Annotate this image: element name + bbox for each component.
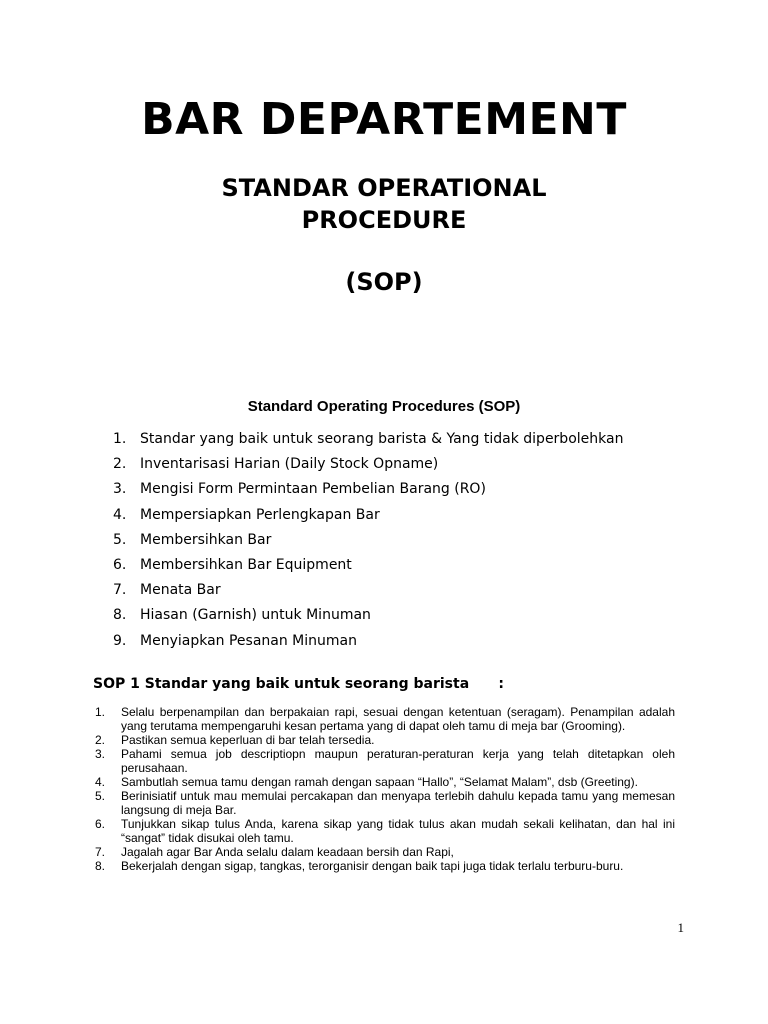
sop1-item [95,845,675,859]
sop1-item-text: Pastikan semua keperluan di bar telah tersedia. [121,733,375,747]
document-subtitle [0,172,768,236]
sop1-item-text: Sambutlah semua tamu dengan ramah dengan sapaan “Hallo”, “Selamat Malam”, dsb (Greeting). [121,775,638,789]
sop1-item-text: Bekerjalah dengan sigap, tangkas, terorganisir dengan baik tapi juga tidak terlalu terburu-buru. [121,859,624,873]
sop1-item-number: 4. [95,775,106,789]
sop1-item [95,789,675,817]
toc-list [113,428,673,655]
sop-abbreviation: (SOP) [345,268,423,296]
toc-item [113,478,673,503]
toc-item-text: Hiasan (Garnish) untuk Minuman [140,607,371,624]
sop1-heading: SOP 1 Standar yang baik untuk seorang barista : [93,676,504,692]
sop1-item-text: Pahami semua job descriptiopn maupun peraturan-peraturan kerja yang telah ditetapkan oleh perusahaan. [121,747,675,775]
toc-item-text: Mengisi Form Permintaan Pembelian Barang (RO) [140,481,486,498]
subtitle-line-1: STANDAR OPERATIONAL [221,174,547,202]
toc-heading: Standard Operating Procedures (SOP) [247,398,521,415]
sop1-item-text: Selalu berpenampilan dan berpakaian rapi, sesuai dengan ketentuan (seragam). Penampilan adalah yang terutama mempengaruhi kesan pertama yang di dapat oleh tamu di meja bar (Grooming). [121,705,675,733]
sop1-item [95,775,675,789]
sop1-item-number: 2. [95,733,106,747]
sop1-item-number: 1. [95,705,106,719]
sop1-item [95,859,675,873]
toc-item-text: Membersihkan Bar Equipment [140,556,352,573]
toc-item [113,579,673,604]
toc-item [113,428,673,453]
toc-item [113,529,673,554]
sop1-item [95,747,675,775]
sop1-item-number: 7. [95,845,106,859]
document-title: BAR DEPARTEMENT [141,94,627,145]
sop1-item-text: Tunjukkan sikap tulus Anda, karena sikap yang tidak tulus akan mudah sekali kelihatan, dan hal ini “sangat” tidak disukai oleh tamu. [121,817,675,845]
toc-item [113,554,673,579]
toc-item-number: 6. [113,556,127,573]
toc-item [113,604,673,629]
toc-item-number: 7. [113,582,127,599]
sop1-item-text: Jagalah agar Bar Anda selalu dalam keadaan bersih dan Rapi, [121,845,454,859]
toc-item-text: Inventarisasi Harian (Daily Stock Opname) [140,456,439,473]
toc-item-text: Standar yang baik untuk seorang barista & Yang tidak diperbolehkan [140,431,624,447]
sop1-item-number: 8. [95,859,106,873]
toc-item-number: 8. [113,607,127,624]
subtitle-line-2: PROCEDURE [301,206,467,234]
toc-item [113,504,673,529]
sop1-item [95,817,675,845]
page-number: 1 [677,920,684,935]
sop1-list [95,705,675,873]
toc-item-text: Menyiapkan Pesanan Minuman [140,632,357,649]
sop1-item [95,705,675,733]
toc-item-text: Membersihkan Bar [140,531,272,548]
toc-item-number: 2. [113,456,127,473]
toc-item [113,630,673,655]
sop1-item-number: 3. [95,747,106,761]
toc-item-number: 4. [113,506,127,523]
toc-item-text: Mempersiapkan Perlengkapan Bar [140,506,380,523]
toc-item-number: 5. [113,531,127,548]
sop1-item-text: Berinisiatif untuk mau memulai percakapan dan menyapa terlebih dahulu kepada tamu yang memesan langsung di meja Bar. [121,789,675,817]
toc-item-text: Menata Bar [140,582,221,599]
toc-item-number: 3. [113,481,127,498]
sop1-item [95,733,675,747]
sop1-item-number: 5. [95,789,106,803]
toc-item-number: 1. [113,431,127,447]
toc-item [113,453,673,478]
toc-item-number: 9. [113,632,127,649]
sop1-item-number: 6. [95,817,106,831]
